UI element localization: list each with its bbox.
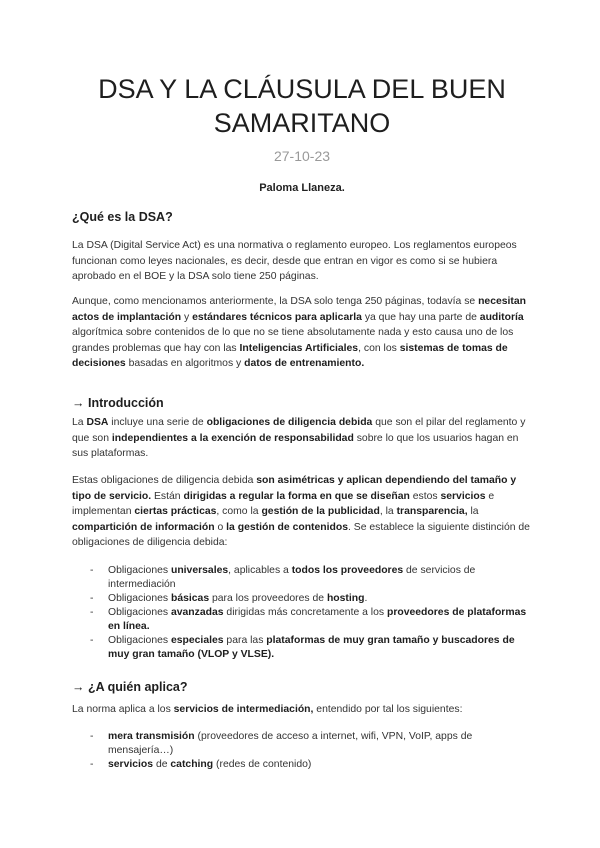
bullet-dash: - [90,759,94,770]
paragraph-dsa-definition: La DSA (Digital Service Act) es una normativa o reglamento europeo. Los reglamentos europeos funcionan como leyes nacionales, es decir, desde que entran en vigor es como si se hubiera aprobado en el BOE y la DSA solo tiene 250 páginas. [72,240,517,282]
text-run: de [153,759,171,770]
bold-text: plataformas de muy gran tamaño y buscadores de muy gran tamaño (VLOP y VLSE). [108,635,515,660]
list-item [72,730,532,758]
bold-text: servicios [108,759,154,770]
paragraph-scope [72,702,532,718]
paragraph-obligations-asymmetry [72,473,532,551]
paragraph-dsa-obligations [72,415,532,462]
bold-text: servicios [440,490,486,502]
text-run: e implementan [72,490,495,517]
bold-text: sistemas de tomas de decisiones [72,342,508,369]
bullet-dash: - [90,731,94,742]
bold-text: necesitan actos de implantación [72,296,526,323]
bold-text: básicas [170,593,210,604]
section-heading-a-quien-aplica: → ¿A quién aplica? [72,680,188,694]
text-run: . [364,593,368,604]
text-run: La [72,417,87,428]
paragraph-dsa-implementation [72,294,532,372]
text-run: y [181,311,193,323]
text-run: para los proveedores de [209,593,327,604]
bold-text: especiales [170,635,224,646]
text-run: Obligaciones [108,565,171,576]
text-run: algorítmica sobre contenidos de lo que no se tiene absolutamente nada y esto causa uno de los grandes problemas que hay con las [72,327,514,354]
text-run: Están [151,490,184,502]
text-run: que son el pilar del reglamento y que son [72,417,526,444]
bold-text: independientes a la exención de responsabilidad [111,432,354,444]
bold-text: transparencia, [396,506,468,517]
text-run: Estas obligaciones de diligencia debida [72,475,257,486]
list-item [72,758,532,772]
list-item [72,564,532,592]
bullet-dash: - [90,607,94,618]
bold-text: Inteligencias Artificiales [239,342,359,354]
services-list [72,730,532,772]
bold-text: obligaciones de diligencia debida [206,417,373,428]
bullet-dash: - [90,565,94,576]
text-run: de servicios de intermediación [108,565,476,590]
section-heading-introduccion: → Introducción [72,396,164,410]
bullet-dash: - [90,635,94,646]
document-date: 27-10-23 [273,148,331,164]
text-run: La norma aplica a los [72,704,174,715]
obligations-list [72,564,532,662]
text-run: Obligaciones [108,593,171,604]
bold-text: estándares técnicos para aplicarla [192,311,362,323]
text-run: ya que hay una parte de [361,311,480,323]
bold-text: servicios de intermediación, [173,704,314,715]
bold-text: proveedores de plataformas en línea. [108,607,527,632]
list-item [72,606,532,634]
text-run: sobre lo que los usuarios hagan en sus plataformas. [72,432,519,459]
text-run: , la [379,506,397,517]
bold-text: dirigidas a regular la forma en que se diseñan [183,490,410,502]
bold-text: todos los proveedores [291,565,404,576]
bold-text: auditoría [479,311,524,323]
text-run: Aunque, como mencionamos anteriormente, la DSA solo tenga 250 páginas, todavía se [72,296,479,307]
text-run: estos [409,490,441,502]
list-item [72,592,532,606]
bold-text: son asimétricas y aplican dependiendo del tamaño y tipo de servicio. [72,475,517,502]
text-run: Obligaciones [108,607,171,618]
bold-text: avanzadas [170,607,224,618]
bold-text: la gestión de contenidos [226,521,348,533]
bold-text: ciertas prácticas [134,506,217,517]
bold-text: DSA [86,417,109,428]
bullet-dash: - [90,593,94,604]
bold-text: datos de entrenamiento. [244,358,365,369]
text-run: , con los [358,342,400,354]
bold-text: compartición de información [72,521,215,533]
text-run: basadas en algoritmos y [125,358,245,369]
text-run: , como la [216,506,262,517]
list-item [72,634,532,662]
bold-text: mera transmisión [108,731,195,742]
bold-text: hosting [326,593,365,604]
text-run: Obligaciones [108,635,171,646]
section-heading-que-es: ¿Qué es la DSA? [72,210,173,224]
text-run: incluye una serie de [108,417,207,428]
text-run: , aplicables a [228,565,292,576]
text-run: para las [223,635,267,646]
text-run: o [214,521,227,533]
text-run: . Se establece la siguiente distinción de obligaciones de diligencia debida: [72,521,530,548]
document-author: Paloma Llaneza. [259,182,345,194]
bold-text: universales [170,565,229,576]
document-title: DSA Y LA CLÁUSULA DEL BUEN SAMARITANO [98,74,506,138]
bold-text: gestión de la publicidad [261,506,380,517]
text-run: dirigidas más concretamente a los [223,607,387,618]
bold-text: catching [170,759,214,770]
text-run: (proveedores de acceso a internet, wifi, VPN, VoIP, apps de mensajería…) [108,731,473,756]
text-run: la [467,506,479,517]
text-run: entendido por tal los siguientes: [313,704,463,715]
text-run: (redes de contenido) [213,759,312,770]
